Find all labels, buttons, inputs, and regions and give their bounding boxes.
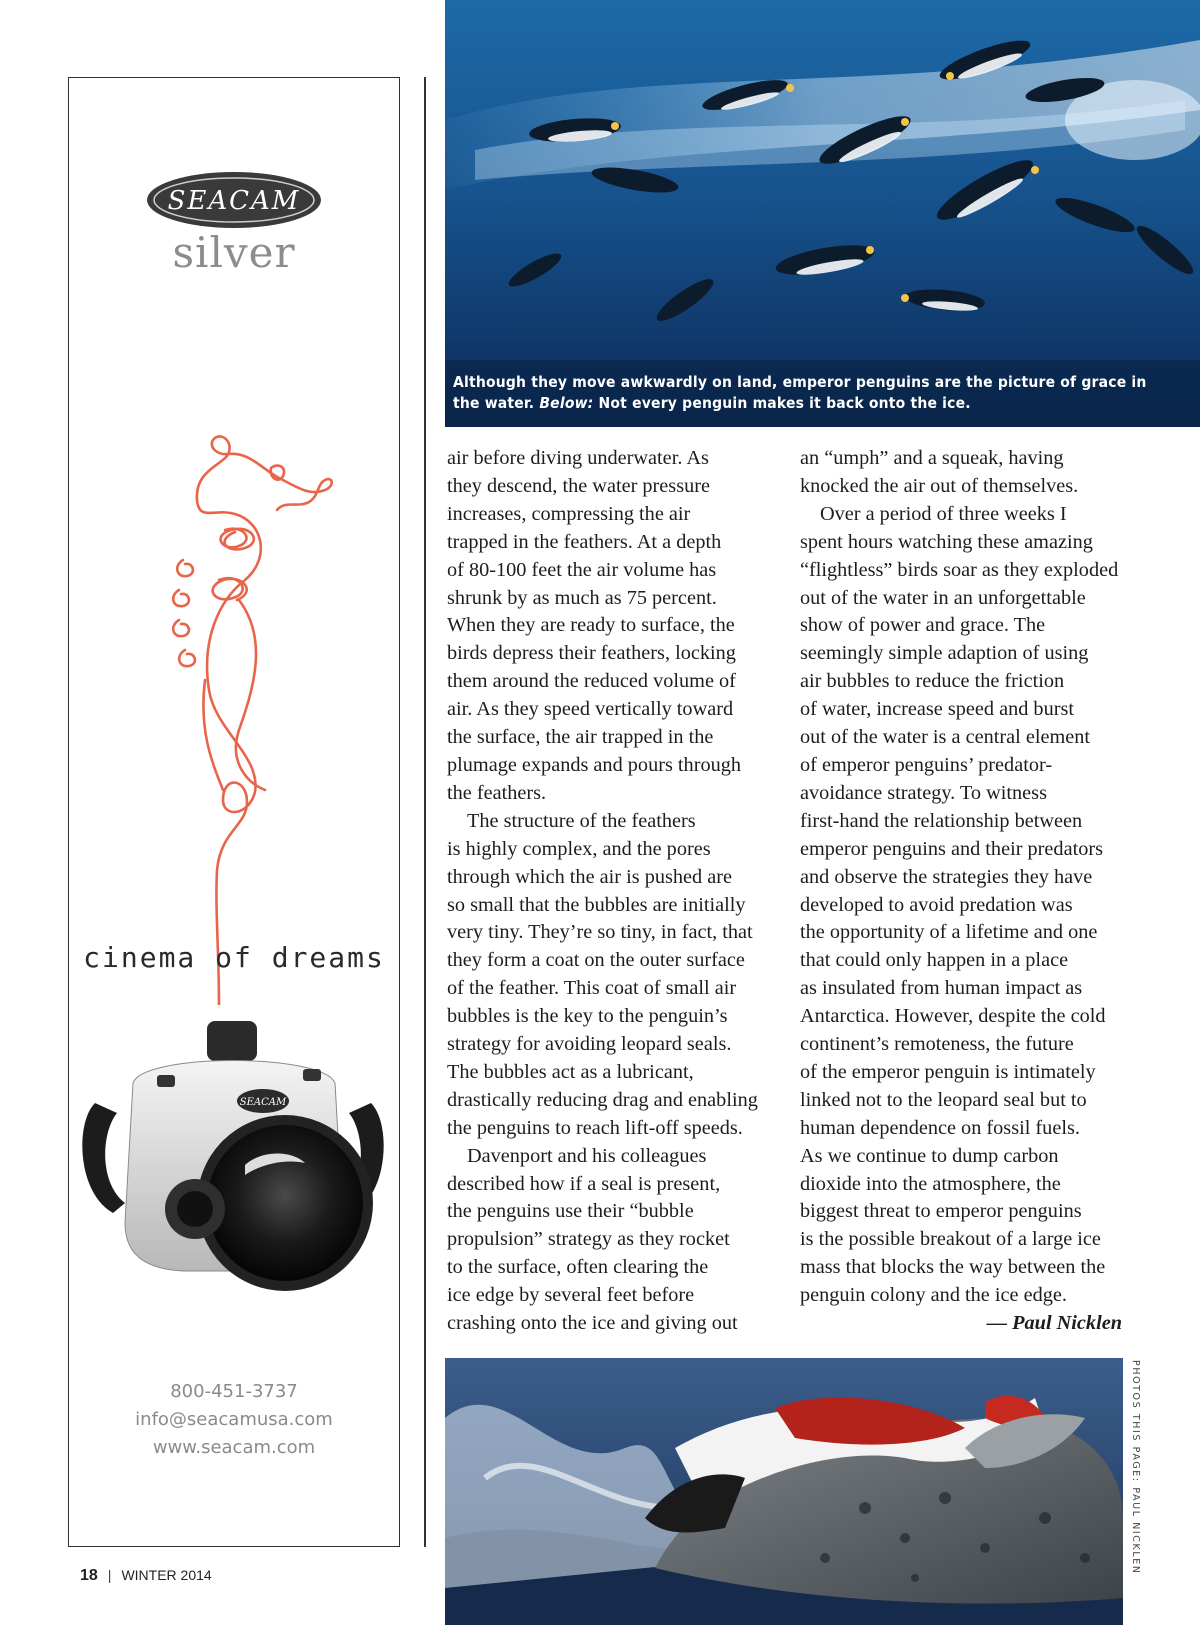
article-line: shrunk by as much as 75 percent. <box>447 586 717 609</box>
svg-text:SEACAM: SEACAM <box>239 1097 287 1108</box>
article-line: penguin colony and the ice edge. <box>800 1284 1067 1307</box>
article-line: through which the air is pushed are <box>447 865 732 888</box>
issue-date: WINTER 2014 <box>121 1567 212 1583</box>
article-line: described how if a seal is present, <box>447 1172 721 1195</box>
article-line: of the feather. This coat of small air <box>447 977 737 1000</box>
article-line: avoidance strategy. To witness <box>800 781 1047 804</box>
article-line: that could only happen in a place <box>800 949 1069 972</box>
article-line: seemingly simple adaption of using <box>800 642 1089 665</box>
page-folio <box>80 1567 212 1585</box>
page-number: 18 <box>80 1567 98 1584</box>
article-line: the feathers. <box>447 781 547 804</box>
seal-photo-illustration <box>445 1358 1123 1625</box>
article-line: out of the water in an unforgettable <box>800 586 1086 609</box>
article-column-1 <box>447 445 782 1338</box>
underwater-camera-housing <box>73 1013 393 1323</box>
article-line: is highly complex, and the pores <box>447 837 711 860</box>
article-line: The structure of the feathers <box>467 809 696 832</box>
folio-separator: | <box>107 1567 112 1583</box>
article-line: of emperor penguins’ predator- <box>800 753 1053 776</box>
article-line: out of the water is a central element <box>800 726 1091 749</box>
seahorse-illustration <box>149 430 339 1005</box>
article-line: “flightless” birds soar as they exploded <box>800 558 1119 581</box>
article-line: the penguins to reach lift-off speeds. <box>447 1116 743 1139</box>
article-line: drastically reducing drag and enabling <box>447 1088 758 1111</box>
penguin-photo-illustration <box>445 0 1200 427</box>
article-line: an “umph” and a squeak, having <box>800 447 1064 469</box>
ad-email[interactable]: info@seacamusa.com <box>135 1409 333 1430</box>
article-line: strategy for avoiding leopard seals. <box>447 1033 732 1056</box>
caption-text-part1: Although they move awkwardly on land, emperor penguins are the picture of grace in the water. <box>453 373 1147 412</box>
emperor-penguins-underwater-photo <box>445 0 1200 427</box>
article-line: of water, increase speed and burst <box>800 698 1074 721</box>
article-line: plumage expands and pours through <box>447 753 742 776</box>
photo-credit: PHOTOS THIS PAGE: PAUL NICKLEN <box>1130 1360 1141 1575</box>
article-line: so small that the bubbles are initially <box>447 893 746 916</box>
article-line: air before diving underwater. As <box>447 447 709 469</box>
ad-product-name: silver <box>172 228 296 277</box>
photo-caption <box>453 372 1153 414</box>
article-line: biggest threat to emperor penguins <box>800 1200 1082 1223</box>
article-line: bubbles is the key to the penguin’s <box>447 1005 728 1028</box>
article-line: propulsion” strategy as they rocket <box>447 1228 730 1251</box>
article-line: trapped in the feathers. At a depth <box>447 530 722 553</box>
article-line: air. As they speed vertically toward <box>447 698 734 721</box>
article-line: developed to avoid predation was <box>800 893 1073 916</box>
article-line: the surface, the air trapped in the <box>447 726 714 749</box>
article-line: spent hours watching these amazing <box>800 530 1093 553</box>
article-column-2 <box>800 445 1140 1338</box>
article-line: increases, compressing the air <box>447 502 691 525</box>
article-line: air bubbles to reduce the friction <box>800 670 1065 693</box>
article-line: of the emperor penguin is intimately <box>800 1060 1096 1083</box>
article-line: first-hand the relationship between <box>800 809 1083 832</box>
article-line: birds depress their feathers, locking <box>447 642 736 665</box>
caption-text-part2: Not every penguin makes it back onto the ice. <box>598 394 971 412</box>
article-line: the opportunity of a lifetime and one <box>800 921 1098 944</box>
article-line: continent’s remoteness, the future <box>800 1033 1074 1056</box>
article-line: As we continue to dump carbon <box>800 1144 1059 1167</box>
article-line: dioxide into the atmosphere, the <box>800 1172 1061 1195</box>
article-line: as insulated from human impact as <box>800 977 1083 1000</box>
article-line: them around the reduced volume of <box>447 670 736 693</box>
article-line: is the possible breakout of a large ice <box>800 1228 1101 1251</box>
ad-website[interactable]: www.seacam.com <box>152 1437 316 1458</box>
article-line: and observe the strategies they have <box>800 865 1093 888</box>
caption-label-below: Below: <box>539 394 594 412</box>
seacam-logo <box>145 170 323 230</box>
article-line: linked not to the leopard seal but to <box>800 1088 1087 1111</box>
article-line: ice edge by several feet before <box>447 1284 695 1307</box>
ad-phone: 800-451-3737 <box>170 1381 298 1402</box>
leopard-seal-photo <box>445 1358 1123 1625</box>
article-line: the penguins use their “bubble <box>447 1200 694 1223</box>
column-divider-rule <box>424 77 426 1547</box>
article-line: Davenport and his colleagues <box>467 1144 707 1167</box>
ad-tagline: cinema of dreams <box>83 941 385 974</box>
ad-contact-info <box>69 1378 399 1462</box>
article-line: they descend, the water pressure <box>447 474 710 497</box>
article-line: very tiny. They’re so tiny, in fact, that <box>447 921 753 944</box>
article-line: show of power and grace. The <box>800 614 1046 637</box>
article-line: knocked the air out of themselves. <box>800 474 1079 497</box>
author-byline: — Paul Nicklen <box>986 1312 1122 1335</box>
seacam-logo-text: SEACAM <box>167 186 301 216</box>
article-line: they form a coat on the outer surface <box>447 949 745 972</box>
article-line: human dependence on fossil fuels. <box>800 1116 1080 1139</box>
article-line: emperor penguins and their predators <box>800 837 1103 860</box>
article-line: of 80-100 feet the air volume has <box>447 558 717 581</box>
article-line: crashing onto the ice and giving out <box>447 1312 738 1335</box>
article-line: mass that blocks the way between the <box>800 1256 1106 1279</box>
article-line: Over a period of three weeks I <box>820 502 1067 525</box>
seacam-advertisement <box>68 77 400 1547</box>
article-line: to the surface, often clearing the <box>447 1256 709 1279</box>
article-line: The bubbles act as a lubricant, <box>447 1060 694 1083</box>
article-line: When they are ready to surface, the <box>447 614 735 637</box>
article-line: Antarctica. However, despite the cold <box>800 1005 1106 1028</box>
